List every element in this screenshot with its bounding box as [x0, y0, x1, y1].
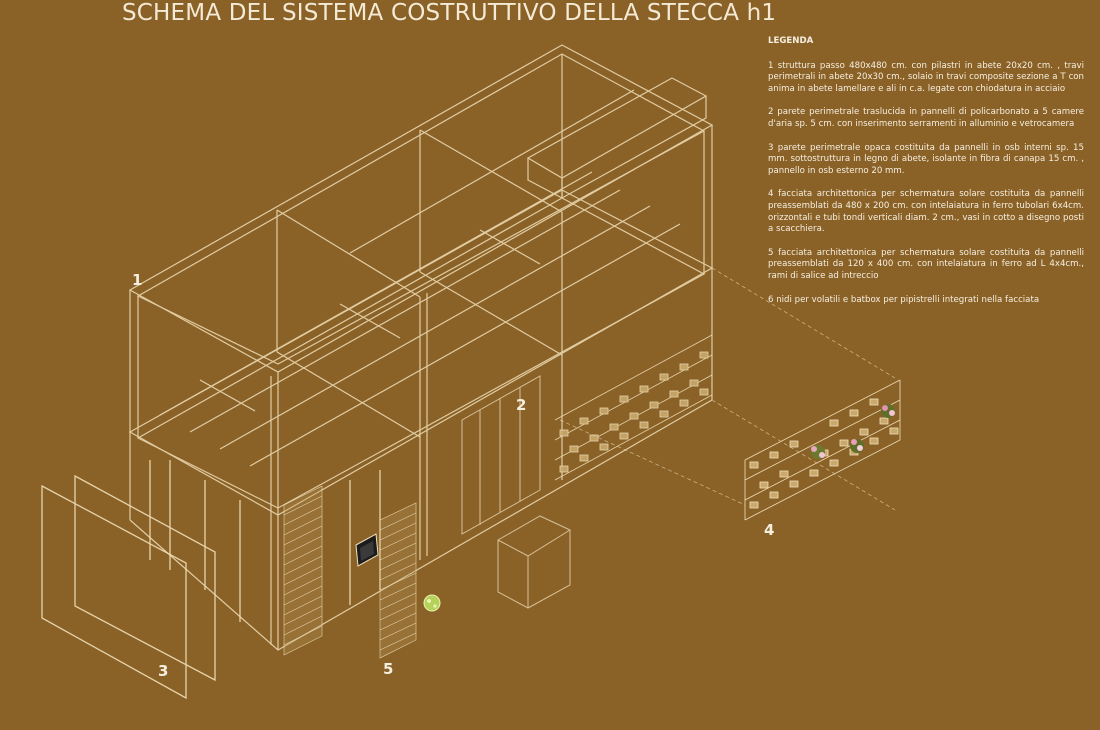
label-5: 5 — [383, 660, 394, 678]
label-1: 1 — [132, 271, 143, 289]
page-title: SCHEMA DEL SISTEMA COSTRUTTIVO DELLA STECCA h1 — [122, 0, 777, 26]
legend-item-1: 1 struttura passo 480x480 cm. con pilastri in abete 20x20 cm. , travi perimetrali in abete 20x30 cm., solaio in travi composite sezione a T con anima in abete lamellare e ali in c.a. legate con chiodatura in acciaio — [768, 60, 1084, 94]
bird-nest-icon — [424, 595, 440, 611]
legend-item-3: 3 parete perimetrale opaca costituita da pannelli in osb interni sp. 15 mm. sottostruttura in legno di abete, isolante in fibra di canapa 15 cm. , pannello in osb esterno 20 mm. — [768, 142, 1084, 176]
opaque-wall-panels — [42, 460, 380, 698]
pot-grid-facade-attached — [555, 335, 712, 480]
legend-item-5: 5 facciata architettonica per schermatura solare costituita da pannelli preassemblati da 120 x 400 cm. con intelaiatura in ferro ad L 4x4cm., rami di salice ad intreccio — [768, 247, 1084, 281]
label-3: 3 — [158, 662, 169, 680]
label-2: 2 — [516, 396, 527, 414]
label-4: 4 — [764, 521, 775, 539]
legend-heading: LEGENDA — [768, 36, 814, 46]
legend-item-6: 6 nidi per volatili e batbox per pipistrelli integrati nella facciata — [768, 294, 1040, 305]
legend-item-4: 4 facciata architettonica per schermatura solare costituita da pannelli preassemblati da 480 x 200 cm. con intelaiatura in ferro tubolari 6x4cm. orizzontali e tubi tondi verticali diam. 2 cm., vasi in cotto a disegno posti a scacchiera. — [768, 189, 1084, 235]
structure-frame — [130, 45, 712, 650]
batbox-icon — [356, 534, 378, 566]
legend — [768, 36, 1084, 318]
legend-item-2: 2 parete perimetrale traslucida in pannelli di policarbonato a 5 camere d'aria sp. 5 cm. con inserimento serramenti in alluminio e vetrocamera — [768, 107, 1084, 129]
